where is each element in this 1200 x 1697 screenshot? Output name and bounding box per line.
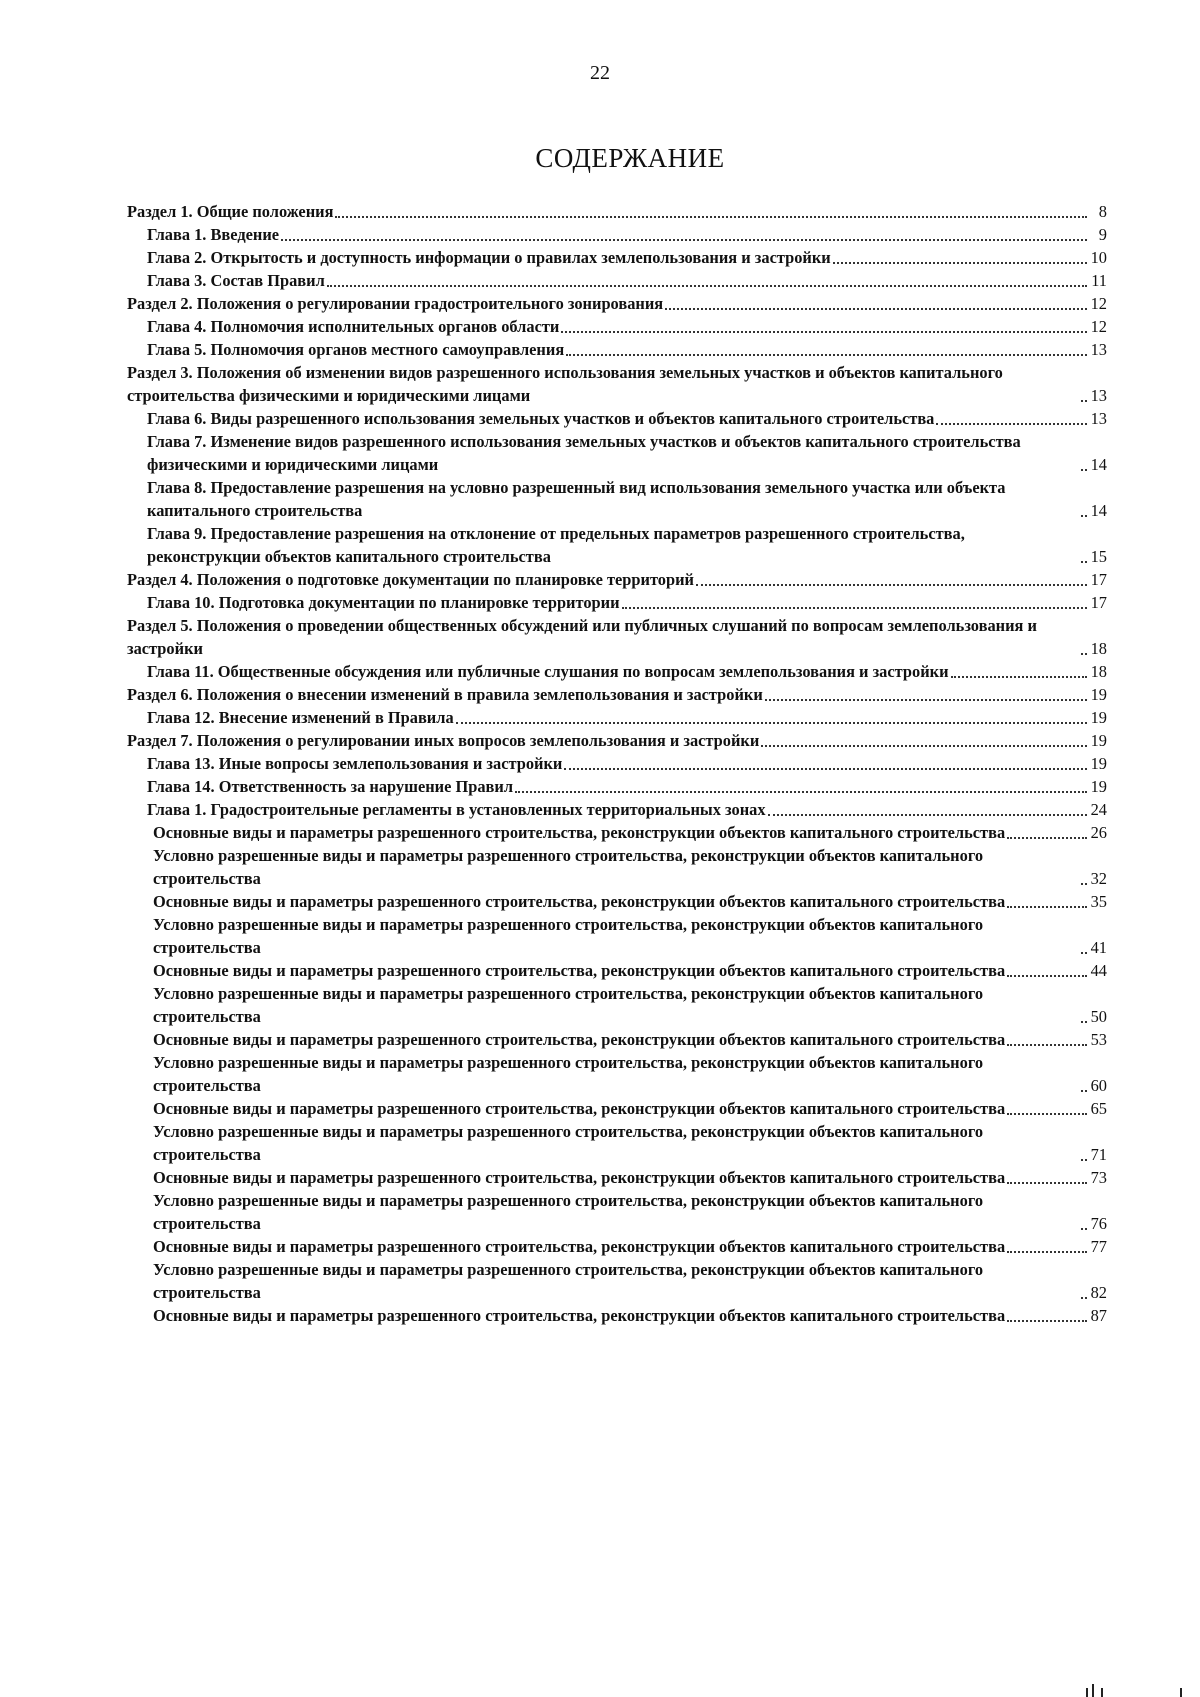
toc-entry[interactable] [127, 200, 1107, 223]
toc-entry[interactable] [127, 1258, 1107, 1304]
dot-leader [1081, 1227, 1087, 1230]
dot-leader [765, 698, 1087, 701]
toc-entry-page: 32 [1090, 869, 1107, 888]
dot-leader [456, 721, 1087, 724]
toc-entry-title: Основные виды и параметры разрешенного строительства, реконструкции объектов капитального строительства [153, 961, 1006, 980]
toc-entry[interactable] [127, 269, 1107, 292]
toc-entry-title: Раздел 2. Положения о регулировании градостроительного зонирования [127, 294, 664, 313]
toc-entry-title: Глава 13. Иные вопросы землепользования и застройки [147, 754, 563, 773]
toc-entry-page: 11 [1091, 271, 1107, 290]
toc-entry[interactable] [127, 660, 1107, 683]
toc-entry-page: 76 [1090, 1214, 1107, 1233]
toc-entry-page: 77 [1090, 1237, 1107, 1256]
toc-entry-page: 65 [1090, 1099, 1107, 1118]
dot-leader [1007, 1043, 1087, 1046]
toc-entry-page: 50 [1090, 1007, 1107, 1026]
toc-entry[interactable] [127, 729, 1107, 752]
toc-entry-title: Условно разрешенные виды и параметры разрешенного строительства, реконструкции объектов капитального строительства [153, 984, 984, 1026]
toc-entry[interactable] [127, 890, 1107, 913]
toc-entry-page: 12 [1090, 294, 1107, 313]
toc-entry[interactable] [127, 752, 1107, 775]
toc-entry[interactable] [127, 798, 1107, 821]
toc-entry-page: 14 [1090, 501, 1107, 520]
toc-entry-page: 53 [1090, 1030, 1107, 1049]
dot-leader [1007, 1112, 1087, 1115]
toc-entry-title: Глава 14. Ответственность за нарушение Правил [147, 777, 514, 796]
dot-leader [1081, 652, 1087, 655]
toc-entry-page: 26 [1090, 823, 1107, 842]
dot-leader [622, 606, 1087, 609]
scan-artifact [1086, 1688, 1088, 1697]
toc-entry-title: Глава 11. Общественные обсуждения или публичные слушания по вопросам землепользования и застройки [147, 662, 949, 681]
page-number: 22 [590, 62, 610, 84]
dot-leader [515, 790, 1087, 793]
dot-leader [1081, 514, 1087, 517]
toc-entry[interactable] [127, 568, 1107, 591]
toc-entry-title: Раздел 5. Положения о проведении общественных обсуждений или публичных слушаний по вопросам землепользования и застройки [127, 616, 1037, 658]
dot-leader [1007, 1319, 1087, 1322]
toc-entry-page: 18 [1090, 662, 1107, 681]
toc-entry[interactable] [127, 430, 1107, 476]
dot-leader [335, 215, 1087, 218]
toc-entry-title: Глава 8. Предоставление разрешения на условно разрешенный вид использования земельного участка или объекта капитального строительства [147, 478, 1006, 520]
toc-entry-title: Основные виды и параметры разрешенного строительства, реконструкции объектов капитального строительства [153, 1099, 1006, 1118]
toc-entry-title: Основные виды и параметры разрешенного строительства, реконструкции объектов капитального строительства [153, 1030, 1006, 1049]
toc-entry[interactable] [127, 522, 1107, 568]
toc-entry-title: Условно разрешенные виды и параметры разрешенного строительства, реконструкции объектов капитального строительства [153, 1122, 984, 1164]
toc-entry[interactable] [127, 1189, 1107, 1235]
toc-entry-page: 14 [1090, 455, 1107, 474]
toc-entry-title: Условно разрешенные виды и параметры разрешенного строительства, реконструкции объектов капитального строительства [153, 1191, 984, 1233]
dot-leader [1007, 1250, 1087, 1253]
dot-leader [1081, 951, 1087, 954]
toc-entry-title: Раздел 7. Положения о регулировании иных вопросов землепользования и застройки [127, 731, 760, 750]
toc-entry-page: 8 [1098, 202, 1107, 221]
toc-entry-page: 13 [1090, 340, 1107, 359]
dot-leader [1081, 1089, 1087, 1092]
toc-entry-title: Глава 12. Внесение изменений в Правила [147, 708, 454, 727]
toc-entry-title: Раздел 4. Положения о подготовке документации по планировке территорий [127, 570, 694, 589]
toc-entry-page: 60 [1090, 1076, 1107, 1095]
toc-entry-title: Основные виды и параметры разрешенного строительства, реконструкции объектов капитального строительства [153, 1237, 1006, 1256]
dot-leader [1081, 468, 1087, 471]
toc-entry-title: Глава 1. Градостроительные регламенты в установленных территориальных зонах [147, 800, 766, 819]
toc-entry[interactable] [127, 1166, 1107, 1189]
toc-entry[interactable] [127, 982, 1107, 1028]
toc-entry[interactable] [127, 338, 1107, 361]
scan-artifact [1101, 1688, 1103, 1697]
toc-entry[interactable] [127, 821, 1107, 844]
toc-entry-page: 24 [1090, 800, 1107, 819]
toc-entry-title: Глава 2. Открытость и доступность информации о правилах землепользования и застройки [147, 248, 831, 267]
toc-entry-title: Условно разрешенные виды и параметры разрешенного строительства, реконструкции объектов капитального строительства [153, 915, 984, 957]
page-title: СОДЕРЖАНИЕ [535, 143, 725, 173]
toc-entry[interactable] [127, 223, 1107, 246]
toc-entry[interactable] [127, 591, 1107, 614]
toc-entry-page: 71 [1090, 1145, 1107, 1164]
dot-leader [936, 422, 1087, 425]
toc-entry[interactable] [127, 407, 1107, 430]
toc-entry[interactable] [127, 1028, 1107, 1051]
dot-leader [566, 353, 1087, 356]
dot-leader [696, 583, 1087, 586]
toc-entry-title: Основные виды и параметры разрешенного строительства, реконструкции объектов капитального строительства [153, 1306, 1006, 1325]
toc-entry[interactable] [127, 1304, 1107, 1327]
toc-entry-page: 15 [1090, 547, 1107, 566]
toc-entry-page: 13 [1090, 409, 1107, 428]
toc-entry-page: 17 [1090, 570, 1107, 589]
dot-leader [1007, 836, 1087, 839]
toc-entry-page: 13 [1090, 386, 1107, 405]
toc-entry[interactable] [127, 614, 1107, 660]
dot-leader [564, 767, 1087, 770]
toc-entry-page: 19 [1090, 731, 1107, 750]
toc-entry-page: 35 [1090, 892, 1107, 911]
toc-entry-page: 19 [1090, 754, 1107, 773]
toc-entry-title: Глава 5. Полномочия органов местного самоуправления [147, 340, 565, 359]
toc-entry[interactable] [127, 476, 1107, 522]
toc-entry-title: Условно разрешенные виды и параметры разрешенного строительства, реконструкции объектов капитального строительства [153, 846, 984, 888]
table-of-contents [127, 200, 1107, 1327]
dot-leader [1081, 882, 1087, 885]
toc-entry-page: 41 [1090, 938, 1107, 957]
dot-leader [281, 238, 1087, 241]
dot-leader [1007, 1181, 1087, 1184]
toc-entry-title: Раздел 6. Положения о внесении изменений в правила землепользования и застройки [127, 685, 763, 704]
toc-entry-title: Глава 3. Состав Правил [147, 271, 325, 290]
toc-entry[interactable] [127, 1051, 1107, 1097]
dot-leader [1081, 1296, 1087, 1299]
scan-artifact [1180, 1688, 1182, 1697]
toc-entry-title: Основные виды и параметры разрешенного строительства, реконструкции объектов капитального строительства [153, 1168, 1006, 1187]
toc-entry-title: Глава 4. Полномочия исполнительных органов области [147, 317, 560, 336]
toc-entry[interactable] [127, 683, 1107, 706]
toc-entry[interactable] [127, 315, 1107, 338]
toc-entry[interactable] [127, 246, 1107, 269]
toc-entry-page: 12 [1090, 317, 1107, 336]
toc-entry-page: 44 [1090, 961, 1107, 980]
toc-entry-title: Раздел 3. Положения об изменении видов разрешенного использования земельных участков и объектов капитального строительства физическими и юридическими лицами [127, 363, 1003, 405]
toc-entry[interactable] [127, 1120, 1107, 1166]
toc-entry-page: 19 [1090, 708, 1107, 727]
toc-entry[interactable] [127, 775, 1107, 798]
toc-entry-page: 10 [1090, 248, 1107, 267]
dot-leader [1081, 560, 1087, 563]
toc-entry-page: 73 [1090, 1168, 1107, 1187]
toc-entry-title: Глава 9. Предоставление разрешения на отклонение от предельных параметров разрешенного строительства, реконструкции объектов капитального строительства [147, 524, 965, 566]
toc-entry-page: 19 [1090, 777, 1107, 796]
toc-entry[interactable] [127, 844, 1107, 890]
dot-leader [665, 307, 1087, 310]
dot-leader [1081, 1158, 1087, 1161]
scan-artifact [1092, 1684, 1094, 1697]
dot-leader [761, 744, 1087, 747]
toc-entry-title: Раздел 1. Общие положения [127, 202, 334, 221]
toc-entry-title: Глава 7. Изменение видов разрешенного использования земельных участков и объектов капитального строительства физическими и юридическими лицами [147, 432, 1021, 474]
toc-entry[interactable] [127, 706, 1107, 729]
dot-leader [768, 813, 1087, 816]
toc-entry[interactable] [127, 1097, 1107, 1120]
toc-entry-title: Глава 1. Введение [147, 225, 280, 244]
toc-entry-title: Основные виды и параметры разрешенного строительства, реконструкции объектов капитального строительства [153, 892, 1006, 911]
toc-entry-title: Глава 10. Подготовка документации по планировке территории [147, 593, 620, 612]
dot-leader [1081, 399, 1087, 402]
toc-entry[interactable] [127, 959, 1107, 982]
toc-entry-title: Основные виды и параметры разрешенного строительства, реконструкции объектов капитального строительства [153, 823, 1006, 842]
toc-entry-title: Условно разрешенные виды и параметры разрешенного строительства, реконструкции объектов капитального строительства [153, 1053, 984, 1095]
dot-leader [327, 284, 1087, 287]
toc-entry[interactable] [127, 1235, 1107, 1258]
toc-entry[interactable] [127, 361, 1107, 407]
toc-entry-page: 87 [1090, 1306, 1107, 1325]
dot-leader [951, 675, 1087, 678]
toc-entry-page: 82 [1090, 1283, 1107, 1302]
toc-entry-title: Глава 6. Виды разрешенного использования земельных участков и объектов капитального строительства [147, 409, 935, 428]
toc-entry-page: 9 [1098, 225, 1107, 244]
dot-leader [1007, 974, 1087, 977]
dot-leader [1007, 905, 1087, 908]
toc-entry[interactable] [127, 913, 1107, 959]
toc-entry-title: Условно разрешенные виды и параметры разрешенного строительства, реконструкции объектов капитального строительства [153, 1260, 984, 1302]
toc-entry[interactable] [127, 292, 1107, 315]
dot-leader [561, 330, 1087, 333]
toc-entry-page: 19 [1090, 685, 1107, 704]
toc-entry-page: 18 [1090, 639, 1107, 658]
dot-leader [833, 261, 1087, 264]
toc-entry-page: 17 [1090, 593, 1107, 612]
dot-leader [1081, 1020, 1087, 1023]
